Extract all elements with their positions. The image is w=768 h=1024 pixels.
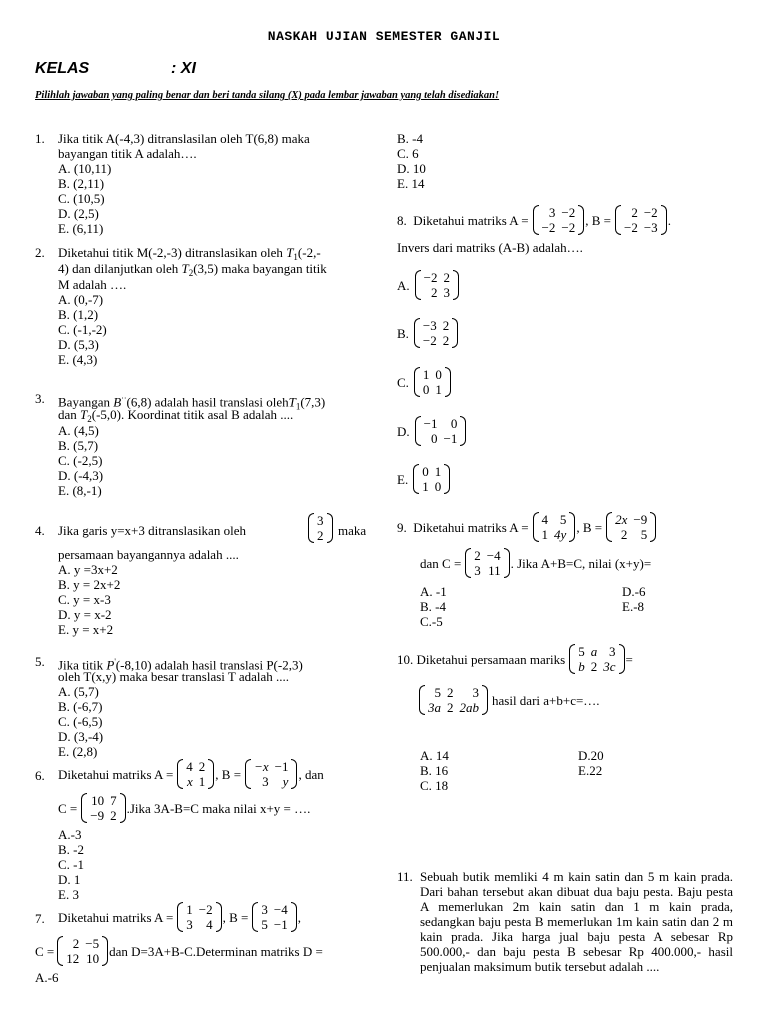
matrix-c: 10 7 −9 2 [80,793,126,823]
option[interactable]: E. 3 [58,887,79,902]
question-number: 11. [397,869,413,884]
option[interactable]: B. (-6,7) [58,699,103,714]
question-text: 9. Diketahui matriks A = 4 5 1 4y , B = 2x −9 2 5 [397,512,657,542]
matrix-right: 5 2 3 3a 2 2ab [418,685,489,715]
option[interactable]: D. y = x-2 [58,607,112,622]
instruction-text: Pilihlah jawaban yang paling benar dan beri tanda silang (X) pada lembar jawaban yang telah disediakan! [35,90,500,101]
question-text: dan C = 2 −4 3 11 . Jika A+B=C, nilai (x+y)= [420,548,652,578]
option[interactable]: B. 16 [420,763,449,778]
matrix-b: 2 −2 −2 −3 [614,205,668,235]
matrix-a: 3 −2 −2 −2 [532,205,586,235]
matrix-left: 5 a 3 b 2 3c [568,644,625,674]
option[interactable]: C. (-6,5) [58,714,103,729]
option[interactable]: A. (0,-7) [58,292,104,307]
option[interactable]: D. (2,5) [58,206,99,221]
exam-title: NASKAH UJIAN SEMESTER GANJIL [267,29,501,44]
question-text: bayangan titik A adalah…. [58,146,197,161]
option[interactable]: E.22 [578,763,603,778]
option[interactable]: C. y = x-3 [58,592,111,607]
question-text: Bayangan B··(6,8) adalah hasil translasi olehT$_1$(7,3) [58,394,326,412]
option[interactable]: B. (1,2) [58,307,99,322]
option[interactable]: E. (8,-1) [58,483,102,498]
option[interactable]: D.20 [578,748,604,763]
option[interactable]: B. -4 [397,131,423,146]
option[interactable]: A. −2 2 2 3 [397,270,460,300]
matrix-b: 3 −4 5 −1 [251,902,297,932]
matrix-b: 2x −9 2 5 [605,512,657,542]
question-text: Jika titik P'(-8,10) adalah hasil translasi P(-2,3) [58,657,303,673]
option[interactable]: B. −3 2 −2 2 [397,318,459,348]
question-text: C = 2 −5 12 10 dan D=3A+B-C.Determinan matriks D = [35,936,323,966]
question-number: 2. [35,245,45,260]
question-text: 4) dan dilanjutkan oleh $T_2(3,5)$ maka bayangan titik [58,261,327,278]
option[interactable]: E. (6,11) [58,221,104,236]
question-text: C = 10 7 −9 2 .Jika 3A-B=C maka nilai x+y = …. [58,793,311,823]
question-text: Invers dari matriks (A-B) adalah…. [397,240,583,255]
option[interactable]: A. (4,5) [58,423,99,438]
option-matrix: −1 0 0 −1 [414,416,468,446]
question-text: persamaan bayangannya adalah .... [58,547,239,562]
matrix-b: −x −1 3 y [244,759,298,789]
question-number: 7. [35,911,45,926]
question-text: dan $T_2(-5,0)$. Koordinat titik asal B adalah .... [58,407,294,424]
option[interactable]: C. -1 [58,857,84,872]
option[interactable]: D. 1 [58,872,81,887]
option[interactable]: A.-3 [58,827,82,842]
question-text: 5 2 3 3a 2 2ab hasil dari a+b+c=…. [418,685,600,715]
option-matrix: 1 0 0 1 [413,367,452,397]
option[interactable]: C. 1 0 0 1 [397,367,452,397]
option[interactable]: E.-8 [622,599,645,614]
question-text: M adalah …. [58,277,127,292]
question-text: Diketahui titik M(-2,-3) ditranslasikan oleh $T_1(-2,-$ [58,245,321,262]
class-value: : XI [171,60,196,77]
option[interactable]: A. 14 [420,748,449,763]
matrix-a: 4 5 1 4y [532,512,577,542]
question-text: oleh T(x,y) maka besar translasi T adalah .... [58,669,290,684]
option-matrix: −3 2 −2 2 [413,318,459,348]
matrix-a: 1 −2 3 4 [176,902,222,932]
option[interactable]: B. -4 [420,599,446,614]
option[interactable]: C. (10,5) [58,191,105,206]
question-text: Jika garis y=x+3 ditranslasikan oleh [58,523,246,538]
question-text: 8. Diketahui matriks A = 3 −2 −2 −2 , B = 2 −2 −2 −3 . [397,205,671,235]
option[interactable]: C. 18 [420,778,449,793]
option[interactable]: A. y =3x+2 [58,562,118,577]
option[interactable]: C. (-2,5) [58,453,103,468]
class-label: KELAS [35,60,90,77]
question-text: Jika titik A(-4,3) ditranslasilan oleh T(6,8) maka [58,131,310,146]
option[interactable]: C.-5 [420,614,443,629]
matrix-c: 2 −4 3 11 [464,548,510,578]
option[interactable]: B. (5,7) [58,438,99,453]
option[interactable]: A. -1 [420,584,447,599]
question-number: 6. [35,768,45,783]
option[interactable]: C. (-1,-2) [58,322,107,337]
option[interactable]: E. 14 [397,176,425,191]
question-number: 5. [35,654,45,669]
option[interactable]: D. (5,3) [58,337,99,352]
question-text: Diketahui matriks A = 4 2 x 1 , B = −x −1 3 y , dan [58,759,324,789]
option[interactable]: A.-6 [35,970,59,985]
option[interactable]: B. (2,11) [58,176,105,191]
translation-vector: 3 2 [307,513,334,543]
question-text: Sebuah butik memliki 4 m kain satin dan 5 m kain prada. Dari bahan tersebut akan dibuat dua baju pesta. Baju pesta A memerlukan 2m kain satin dan 1 m kain prada, sedangkan baju pesta B memerlukan 1m kain satin dan 2 m kain prada. Jika harga jual baju pesta A sebesar Rp 500.000,- dan baju pesta B sebesar Rp 400.000,- hasil penjualan maksimum butik tersebut adalah .... [420,869,733,974]
matrix-a: 4 2 x 1 [176,759,215,789]
matrix-c: 2 −5 12 10 [56,936,109,966]
option[interactable]: D. 10 [397,161,426,176]
option[interactable]: D. −1 0 0 −1 [397,416,467,446]
question-number: 1. [35,131,45,146]
option-matrix: 0 1 1 0 [412,464,451,494]
option[interactable]: E. (4,3) [58,352,98,367]
option[interactable]: E. y = x+2 [58,622,114,637]
option[interactable]: A. (5,7) [58,684,99,699]
option[interactable]: D. (-4,3) [58,468,104,483]
option[interactable]: C. 6 [397,146,419,161]
question-text: Diketahui matriks A = 1 −2 3 4 , B = 3 −4 5 −1 , [58,902,301,932]
option-matrix: −2 2 2 3 [414,270,460,300]
option[interactable]: E. (2,8) [58,744,98,759]
option[interactable]: D.-6 [622,584,646,599]
question-text: maka [338,523,367,538]
option[interactable]: E. 0 1 1 0 [397,464,451,494]
option[interactable]: A. (10,11) [58,161,112,176]
option[interactable]: D. (3,-4) [58,729,104,744]
question-number: 4. [35,523,45,538]
option[interactable]: B. -2 [58,842,84,857]
option[interactable]: B. y = 2x+2 [58,577,121,592]
question-text: 10. Diketahui persamaan mariks 5 a 3 b 2 3c = [397,644,633,674]
question-number: 3. [35,391,45,406]
